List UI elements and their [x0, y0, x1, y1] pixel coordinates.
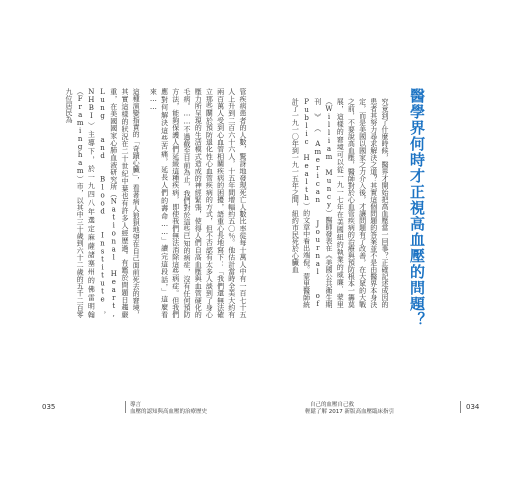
left-page-body: [64, 88, 248, 318]
right-paragraph-1: 究竟到了什麼時候，醫界才開始把高血壓當一回事？正確記述成因的患者其努力尋求解決之道？其實這個問題的答案並不是由醫界本身決定，而是美國以國家之力介入後，才讓問題有了改善，在大眾的大戰之前，不要說高血壓，醫師對於心血管疾病的治療與預防根本一籌莫展，這樣的窘境可以從一九一七年在美國紐約執業的威廉．蒙里（William Muncy）醫師發表在《美國公共衛生期刊》（American Journal of Public Health）的文章中看出端倪。蒙里醫師統計了一九一〇年到一九一五年之間，紐約市民死於心臟血: [291, 98, 389, 308]
right-page: [260, 0, 520, 500]
left-paragraph-2: 這種演變指責的「奇蹟心臟」，看著病人狼狽地望在自己面前死去的窘境，其實這樣的狀況在二十世紀中葉也有許多人經歷過。有鑑於問題日趨嚴重，在美國國家心肺血液研究所（National Heart, Lung and Blood Institute，NHBI）主導下，於一九四八年選定麻薩諸塞州的佛雷明翰（Framingham）市，以其中三十歲到六十二歲的五千二百零九位居民為: [64, 88, 141, 318]
left-footer-chapter: 血壓的認知與高血壓的治療歷史: [130, 409, 208, 415]
left-page-footer: [0, 400, 260, 420]
right-footer-book-title: 自己的血壓自己救: [310, 402, 355, 408]
left-paragraph-1: 管疾病患者的人數，驚訝地發現死亡人數比率從每十萬人中有一百七十五人上升到二百六十六人，十五年間增幅約五〇％。他估計當時全美大約有兩百萬人受到心血管相關疾病的困擾，語重心長地寫下：「我們還無法確立那些關於預防退化性心血管疾病的方式，但不否認有太多人談到了身心壓力所呈現的生活模式造成的神經緊張，使得人們自高血壓與血管硬化的毛病。……不過截至目前為止，我們對於這些已知的病症，沒有任何預防方法，能夠保護人們延緩這種疾病，即使我們無法消除這些病症。但我們應對何解決這些苦痛，延長人們的壽命……」讀完這段話，」這麼看來……: [149, 88, 247, 318]
right-page-body: [280, 98, 390, 308]
right-footer-subtitle: 輕鬆了解 2017 新版高血壓臨床指引: [305, 409, 394, 415]
right-page-number: 034: [466, 403, 480, 411]
right-page-footer: [260, 400, 520, 420]
section-heading: 醫學界何時才正視高血壓的問題？: [408, 88, 426, 328]
left-page-number: 035: [42, 403, 56, 411]
left-footer-section: 導言: [130, 402, 142, 408]
left-footer-divider: [125, 401, 126, 413]
right-footer-divider: [460, 401, 461, 413]
